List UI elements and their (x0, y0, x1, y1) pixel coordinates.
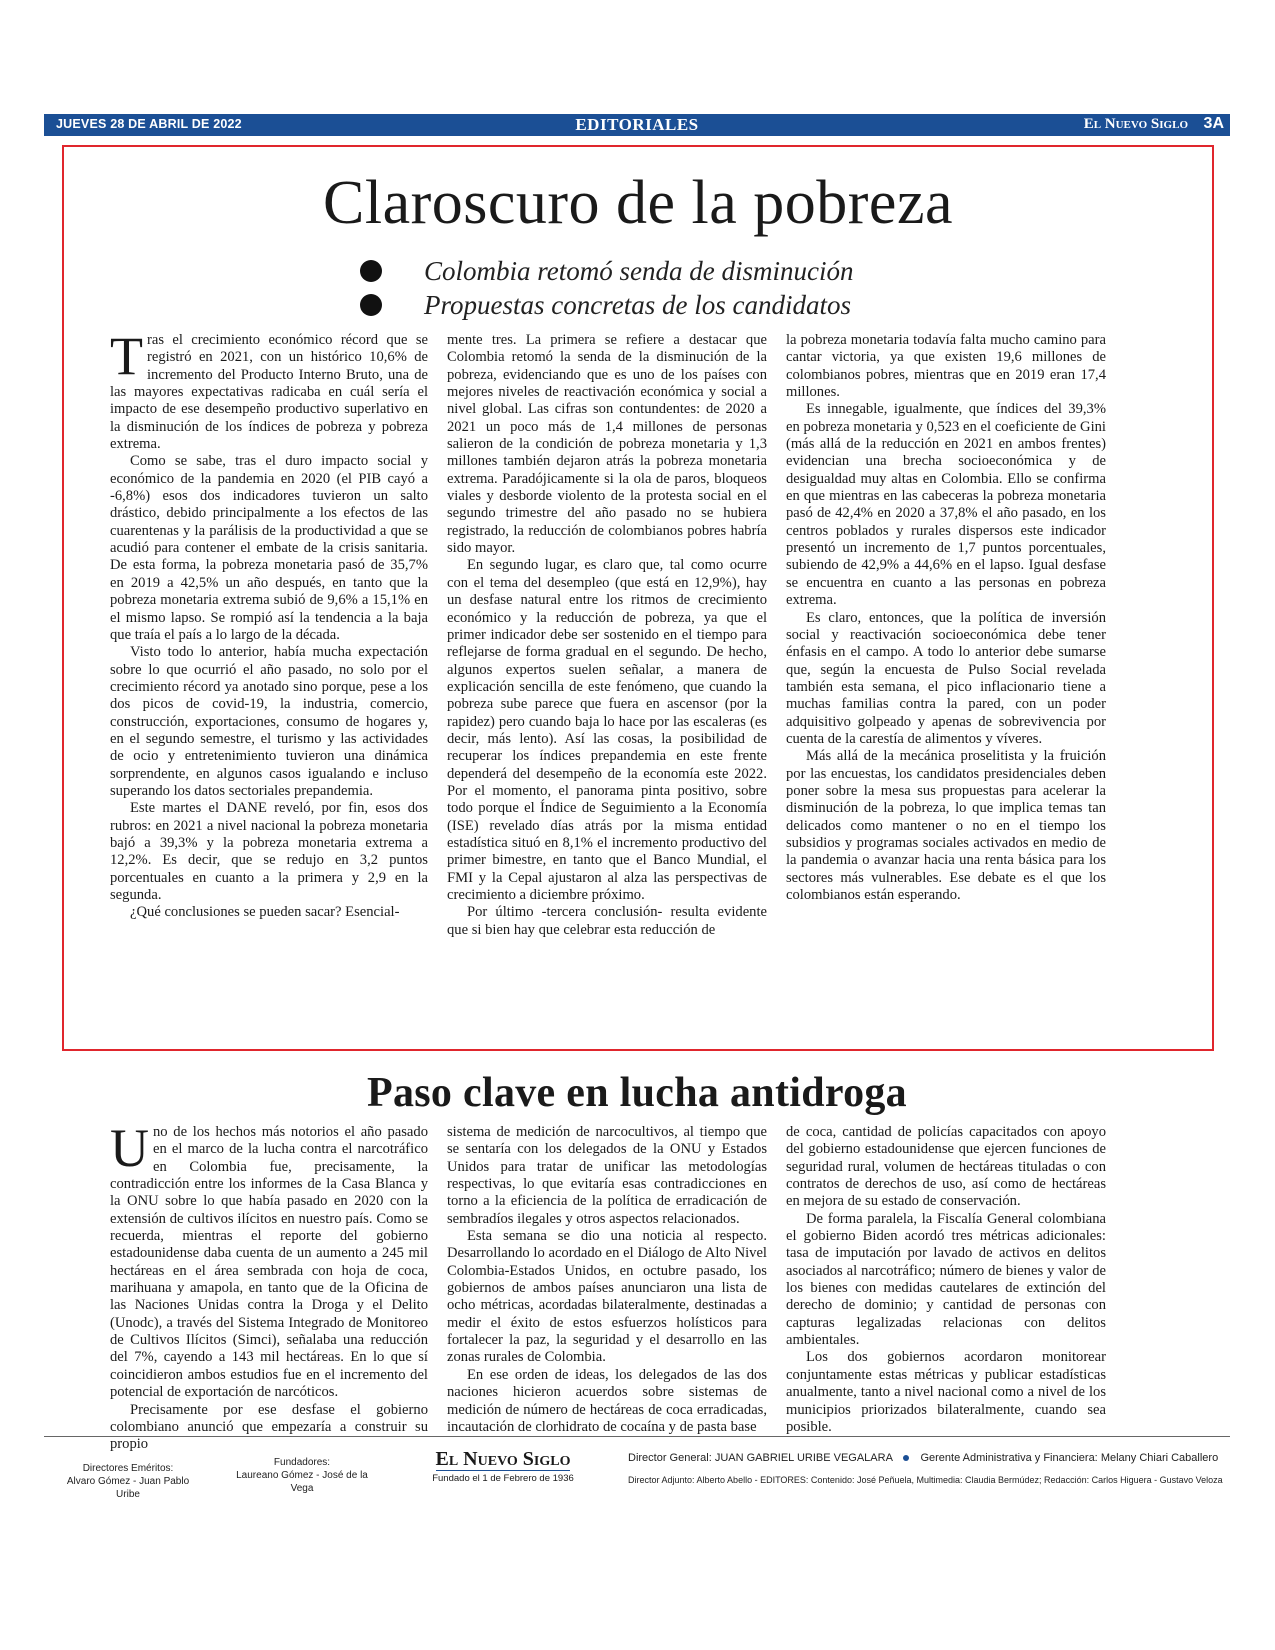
paragraph: Este martes el DANE reveló, por fin, esos dos rubros: en 2021 a nivel nacional la pobreza monetaria bajó a 39,3% y la pobreza monetaria extrema a 12,2%. Es decir, que se redujo en 3,2 puntos porcentuales en cuanto a la primera y 2,9 en la segunda. (110, 800, 428, 903)
directores-emeritos: Directores Eméritos: Alvaro Gómez - Juan Pablo Uribe (66, 1463, 190, 1500)
editorial-body-secondary (110, 1118, 1106, 1454)
page-number: 3A (1203, 115, 1224, 132)
paragraph: Los dos gobiernos acordaron monitorear conjuntamente estas métricas y publicar estadísticas anualmente, tanto a nivel nacional como a nivel de los municipios priorizados bilateralmente, cuando sea posible. (786, 1349, 1106, 1435)
bullet-icon (360, 260, 382, 282)
newspaper-brand: El Nuevo Siglo (1083, 116, 1188, 132)
paragraph: Tras el crecimiento económico récord que se registró en 2021, con un histórico 10,6% de incremento del Producto Interno Bruto, una de las mayores expectativas radicaba en cuál sería el impacto de ese desempeño productivo superlativo en la disminución de los índices de pobreza y pobreza extrema. (110, 326, 428, 453)
section-name: EDITORIALES (575, 115, 699, 134)
subtitle-item: Colombia retomó senda de disminución (360, 254, 853, 288)
footer-logo: El Nuevo Siglo (435, 1448, 571, 1470)
fundadores: Fundadores: Laureano Gómez - José de la Vega (236, 1457, 368, 1494)
editorial-title: Claroscuro de la pobreza (322, 169, 953, 237)
article-column (110, 1118, 428, 1454)
paragraph: de coca, cantidad de policías capacitados con apoyo del gobierno estadounidense que ejercen funciones de seguridad rural, volumen de hectáreas tituladas o con contratos de derechos de uso, así como de hectáreas en mejora de su estado de conservación. (786, 1124, 1106, 1210)
founded-date: Fundado el 1 de Febrero de 1936 (432, 1473, 574, 1484)
editorial-body (110, 326, 1106, 939)
paragraph: la pobreza monetaria todavía falta mucho camino para cantar victoria, ya que existen 19,6 millones de colombianos pobres, mientras que en 2019 eran 17,4 millones. (786, 332, 1106, 401)
paragraph: Es claro, entonces, que la política de inversión social y reactivación socioeconómica debe tener énfasis en el campo. A todo lo anterior debe sumarse que, según la encuesta de Pulso Social revelada también esta semana, el pico inflacionario tiene a muchas familias contra la pared, con un poder adquisitivo golpeado y apenas de sobrevivencia por cuenta de la carestía de alimentos y víveres. (786, 609, 1106, 747)
editorial-subtitles (360, 254, 853, 322)
footer-divider (44, 1436, 1230, 1437)
article-column (447, 1124, 767, 1454)
article-column (447, 332, 767, 939)
article-column (110, 326, 428, 939)
paragraph: En segundo lugar, es claro que, tal como ocurre con el tema del desempleo (que está en 12,9%), hay un desfase natural entre los ritmos de crecimiento económico y la reducción de pobreza, ya que el primer indicador debe ser sostenido en el tiempo para reflejarse de forma gradual en el segundo. De hecho, algunos expertos suelen señalar, a manera de explicación sencilla de este fenómeno, que cuando la pobreza sube parece que fuera en ascensor (por la rapidez) pero cuando baja lo hace por las escaleras (es decir, más lento). Así las cosas, la posibilidad de recuperar los índices prepandemia en este frente dependerá del desempeño de la economía este 2022. Por el momento, el panorama pinta positivo, sobre todo porque el Índice de Seguimiento a la Economía (ISE) revelado días atrás por la misma entidad estadística situó en 8,1% el incremento productivo del primer bimestre, en tanto que el Banco Mundial, el FMI y la Cepal ajustaron al alza las perspectivas de crecimiento a diciembre próximo. (447, 557, 767, 903)
paragraph: Uno de los hechos más notorios el año pasado en el marco de la lucha contra el narcotráfico en Colombia fue, precisamente, la contradicción entre los informes de la Casa Blanca y la ONU sobre lo que había pasado en 2020 con la extensión de cultivos ilícitos en nuestro país. Como se recuerda, mientras el reporte del gobierno estadounidense daba cuenta de un aumento a 245 mil hectáreas en el área sembrada con hoja de coca, marihuana y amapola, en tanto que de la Oficina de las Naciones Unidas contra la Droga y el Delito (Unodc), a través del Sistema Integrado de Monitoreo de Cultivos Ilícitos (Simci), señalaba una reducción del 7%, cayendo a 143 mil hectáreas. En lo que sí coincidieron ambos estudios fue en el incremento del potencial de exportación de narcóticos. (110, 1118, 428, 1401)
staff-line-secondary: Director Adjunto: Alberto Abello - EDITORES: Contenido: José Peñuela, Multimedia: Claudia Bermúdez; Redacción: Carlos Higuera - Gustavo Veloza (628, 1475, 1223, 1485)
bullet-icon (360, 294, 382, 316)
paragraph: Más allá de la mecánica proselitista y la fruición por las encuestas, los candidatos presidenciales deben poner sobre la mesa sus propuestas para acelerar la disminución de la pobreza, lo que implica temas tan delicados como mantener o no en el tiempo los subsidios y programas sociales activados en medio de la pandemia o avanzar hacia una renta básica para los sectores más vulnerables. Ese debate es el que los colombianos están esperando. (786, 748, 1106, 903)
paragraph: Por último -tercera conclusión- resulta evidente que si bien hay que celebrar esta reducción de (447, 904, 767, 938)
issue-date: JUEVES 28 DE ABRIL DE 2022 (56, 117, 242, 131)
drop-cap: U (110, 1118, 149, 1178)
paragraph: Como se sabe, tras el duro impacto social y económico de la pandemia en 2020 (el PIB cayó a -6,8%) esos dos indicadores tuvieron un salto drástico, debido principalmente a los efectos de las cuarentenas y la parálisis de la productividad a que se acudió para contener el embate de la crisis sanitaria. De esta forma, la pobreza monetaria pasó de 35,7% en 2019 a 42,5% un año después, en tanto que la pobreza monetaria extrema subió de 9,6% a 15,1% en el mismo lapso. Se rompió así la tendencia a la baja que traía el país a lo largo de la década. (110, 453, 428, 643)
separator-dot-icon (903, 1455, 909, 1461)
paragraph: Precisamente por ese desfase el gobierno colombiano anunció que empezaría a construir su propio (110, 1401, 428, 1453)
paragraph: sistema de medición de narcocultivos, al tiempo que se sentaría con los delegados de la ONU y Estados Unidos para tratar de unificar las metodologías respectivas, lo que evitaría esas contradicciones en torno a la eficiencia de la política de erradicación de sembradíos ilegales y otros aspectos relacionados. (447, 1124, 767, 1227)
staff-line-primary: Director General: JUAN GABRIEL URIBE VEGALARA Gerente Administrativa y Financiera: Melany Chiari Caballero (628, 1452, 1219, 1464)
paragraph: mente tres. La primera se refiere a destacar que Colombia retomó la senda de la disminución de la pobreza, evidenciando que es uno de los países con mejores niveles de reactivación económica y social a nivel global. Las cifras son contundentes: de 2020 a 2021 un poco más de 1,4 millones de personas salieron de la condición de pobreza monetaria y 1,3 millones también dejaron atrás la pobreza monetaria extrema. Paradójicamente si la ola de paros, bloqueos viales y desborde violento de la protesta social en el segundo trimestre del año pasado no se hubiera registrado, la reducción de colombianos pobres habría sido mayor. (447, 332, 767, 557)
paragraph: De forma paralela, la Fiscalía General colombiana el gobierno Biden acordó tres métricas adicionales: tasa de imputación por lavado de activos en delitos asociados al narcotráfico; número de bienes y valor de los bienes con medidas cautelares de extinción del derecho de dominio; y cantidad de personas con capturas legalizadas relacionas con delitos ambientales. (786, 1210, 1106, 1349)
section-header-bar (44, 114, 1230, 136)
paragraph: Esta semana se dio una noticia al respecto. Desarrollando lo acordado en el Diálogo de Alto Nivel Colombia-Estados Unidos, en octubre pasado, los gobiernos de ambos países anunciaron una lista de ocho métricas, acordadas bilateralmente, destinadas a medir el éxito de estos esfuerzos holísticos para fortalecer la paz, la seguridad y el desarrollo en las zonas rurales de Colombia. (447, 1228, 767, 1366)
paragraph: Es innegable, igualmente, que índices del 39,3% en pobreza monetaria y 0,523 en el coeficiente de Gini (más allá de la reducción en 2021 en ambos frentes) evidencian una brecha socioeconómica y de desigualdad muy altas en Colombia. Ello se confirma en que mientras en las cabeceras la pobreza monetaria pasó de 42,4% en 2020 a 37,8% el año pasado, en los centros poblados y rurales dispersos este indicador presentó un incremento de 1,7 puntos porcentuales, subiendo de 42,9% a 44,6% en el lapso. Igual desfase se encuentra en cuanto a las personas en pobreza extrema. (786, 401, 1106, 609)
paragraph: En ese orden de ideas, los delegados de las dos naciones hicieron acuerdos sobre sistemas de medición de número de hectáreas de coca erradicadas, incautación de clorhidrato de cocaína y de pasta base (447, 1366, 767, 1435)
drop-cap: T (110, 326, 143, 386)
editorial-title-secondary: Paso clave en lucha antidroga (367, 1070, 907, 1116)
article-column (786, 332, 1106, 939)
paragraph: Visto todo lo anterior, había mucha expectación sobre lo que ocurrió el año pasado, no solo por el crecimiento récord ya anotado sino porque, pese a los dos picos de covid-19, la industria, comercio, construcción, exportaciones, consumo de hogares y, en el segundo semestre, el turismo y las actividades de ocio y entretenimiento tuvieron una dinámica sorprendente, en algunos casos igualando e incluso superando los datos sectoriales prepandemia. (110, 644, 428, 799)
footer-brand (432, 1448, 574, 1484)
paragraph: ¿Qué conclusiones se pueden sacar? Esencial- (130, 904, 400, 921)
article-column (786, 1124, 1106, 1454)
subtitle-item: Propuestas concretas de los candidatos (360, 288, 853, 322)
